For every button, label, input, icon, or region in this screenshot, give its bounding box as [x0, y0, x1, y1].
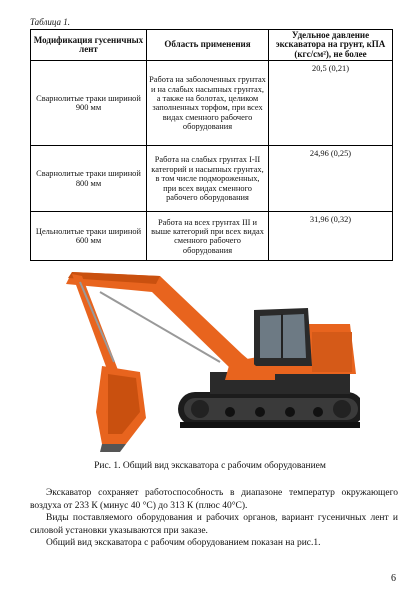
table-row [31, 146, 393, 212]
figure-caption: Рис. 1. Общий вид экскаватора с рабочим оборудованием [94, 461, 326, 471]
cell-pressure: 24,96 (0,25) [269, 146, 393, 212]
paragraph-temperature: Экскаватор сохраняет работоспособность в диапазоне температур окружающего воздуха от 233 К (минус 40 °С) до 313 К (плюс 40°С). [30, 488, 398, 511]
cell-application: Работа на всех грунтах III и выше категорий при всех видах сменного рабочего оборудования [147, 212, 269, 261]
table-row [31, 212, 393, 261]
cell-application: Работа на слабых грунтах I-II категорий и насыпных грунтах, в том числе подмороженных, при всех видах сменного рабочего оборудования [147, 146, 269, 212]
table-caption: Таблица 1. [30, 17, 71, 27]
paragraph-overview: Общий вид экскаватора с рабочим оборудованием показан на рис.1. [46, 538, 321, 548]
page-number: 6 [391, 573, 396, 584]
model-label: ЭО-5225 [172, 284, 197, 290]
table-header-row [31, 30, 393, 61]
spec-table [30, 29, 393, 261]
table-row [31, 61, 393, 146]
cell-modification: Цельнолитые траки шириной 600 мм [31, 212, 147, 261]
header-pressure: Удельное давление экскаватора на грунт, кПА (кгс/см²), не более [269, 30, 393, 61]
cab [254, 308, 312, 366]
header-application: Область применения [147, 30, 269, 61]
excavator-illustration [60, 262, 360, 457]
cell-application: Работа на заболоченных грунтах и на слабых насыпных грунтах, а также на болотах, целиком заполненных торфом, при всех видах сменного рабочего оборудования [147, 61, 269, 146]
track-assembly [178, 392, 360, 428]
cell-pressure: 31,96 (0,32) [269, 212, 393, 261]
cell-modification: Сварнолитые траки шириной 900 мм [31, 61, 147, 146]
cell-modification: Сварнолитые траки шириной 800 мм [31, 146, 147, 212]
paragraph-equipment: Виды поставляемого оборудования и рабочих органов, вариант гусеничных лент и силовой установки указываются при заказе. [30, 513, 398, 536]
header-modification: Модификация гусеничных лент [31, 30, 147, 61]
bucket [96, 366, 146, 452]
cell-pressure: 20,5 (0,21) [269, 61, 393, 146]
boom-arm [66, 272, 256, 372]
